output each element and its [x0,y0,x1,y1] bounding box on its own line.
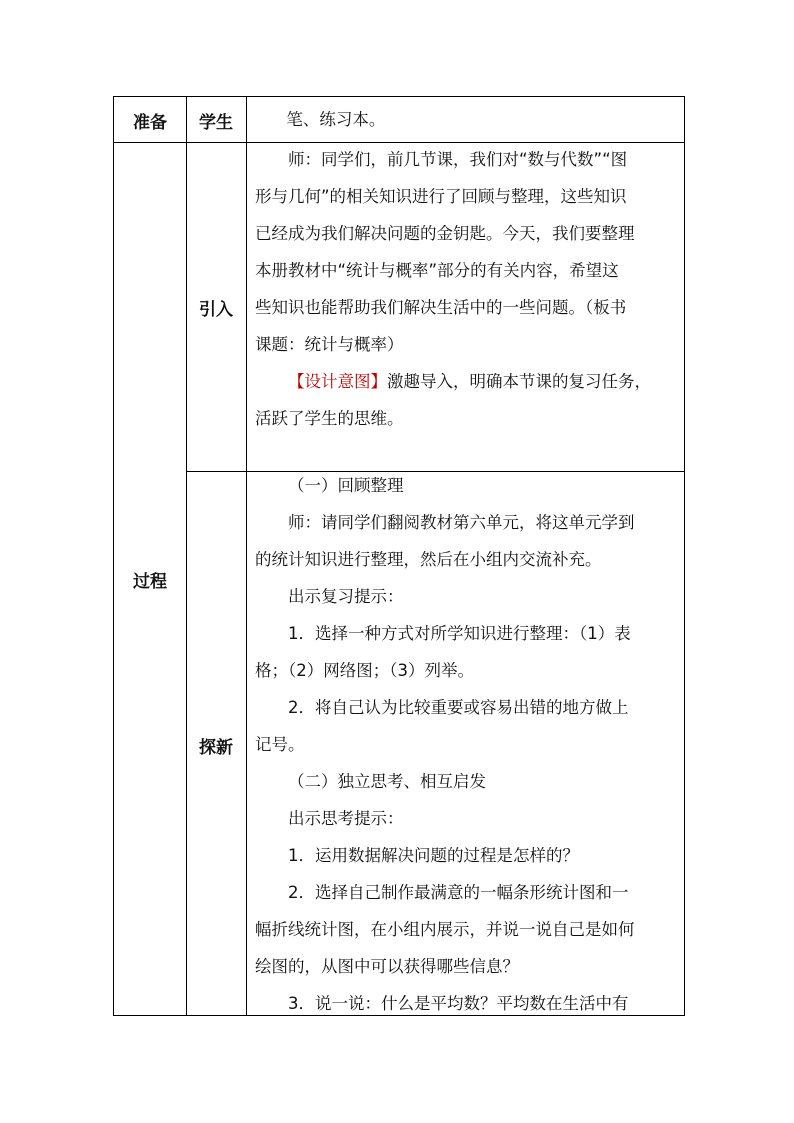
explore-line: 的统计知识进行整理，然后在小组内交流补充。 [255,550,602,569]
row-label-process: 过程 [133,572,167,592]
design-intent [255,363,683,400]
intro-line: 师：同学们，前几节课，我们对“数与代数”“图 [288,150,628,169]
row-label-prep: 准备 [133,113,167,133]
explore-line: 出示复习提示： [288,587,404,606]
intro-line: 课题：统计与概率） [255,335,404,354]
design-intent-tag: 【设计意图】 [288,372,387,391]
intro-line: 些知识也能帮助我们解决生活中的一些问题。（板书 [255,298,627,317]
explore-line: 师：请同学们翻阅教材第六单元，将这单元学到 [288,513,635,532]
section-label-intro: 引入 [199,300,233,320]
explore-heading: （一）回顾整理 [288,476,404,495]
explore-line: 记号。 [255,735,305,754]
lesson-table [113,96,685,1016]
design-intent-line: 活跃了学生的思维。 [255,409,404,428]
intro-line: 形与几何”的相关知识进行了回顾与整理，这些知识 [255,187,627,206]
row-sublabel-student: 学生 [199,113,233,133]
explore-line: 绘图的，从图中可以获得哪些信息？ [255,957,519,976]
explore-line: 3．说一说：什么是平均数？平均数在生活中有 [288,994,629,1013]
explore-line: 格；（2）网络图；（3）列举。 [255,661,474,680]
explore-content [255,467,683,1022]
explore-heading: （二）独立思考、相互启发 [288,772,486,791]
column-divider-1 [186,97,187,1015]
explore-line: 1．选择一种方式对所学知识进行整理：（1）表 [288,624,631,643]
design-intent-text: 激趣导入，明确本节课的复习任务， [387,372,651,391]
explore-line: 2．将自己认为比较重要或容易出错的地方做上 [288,698,629,717]
explore-line: 2．选择自己制作最满意的一幅条形统计图和一 [288,883,629,902]
column-divider-2 [246,97,247,1015]
explore-line: 出示思考提示： [288,809,404,828]
section-label-explore: 探新 [199,738,233,758]
explore-line: 1．运用数据解决问题的过程是怎样的？ [288,846,579,865]
intro-line: 本册教材中“统计与概率”部分的有关内容，希望这 [255,261,619,280]
intro-line: 已经成为我们解决问题的金钥匙。今天，我们要整理 [255,224,635,243]
explore-line: 幅折线统计图，在小组内展示，并说一说自己是如何 [255,920,635,939]
intro-content [255,141,683,437]
prep-materials [255,108,683,132]
prep-materials-text: 笔、练习本。 [286,110,386,129]
